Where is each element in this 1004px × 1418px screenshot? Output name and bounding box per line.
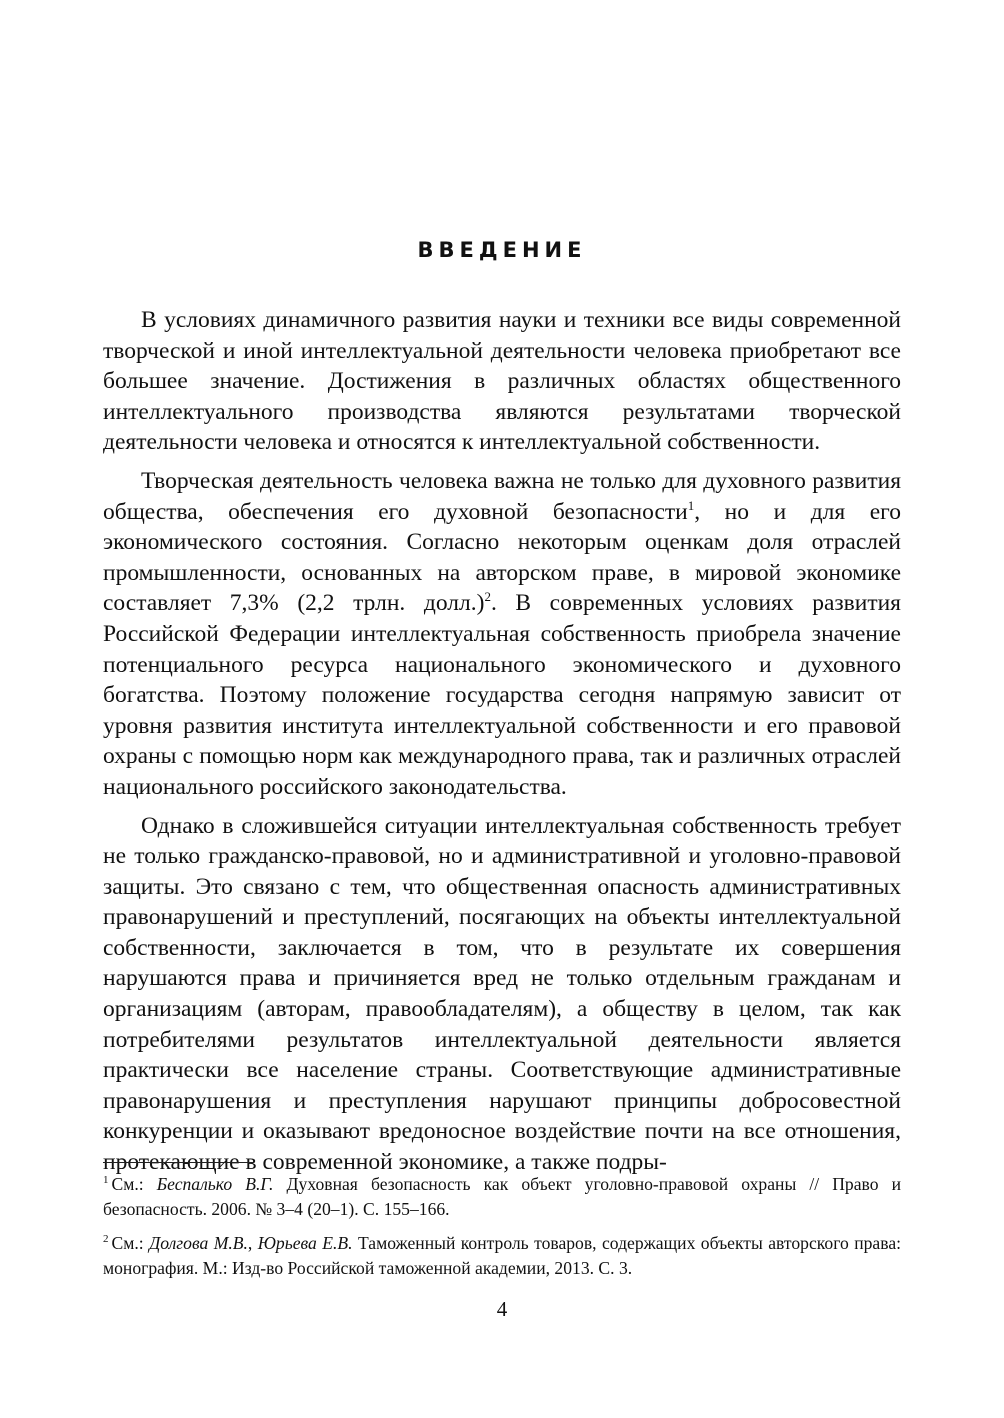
paragraph-2-text-c: . В современных условиях развития Российской Федерации интеллектуальная собственность приобрела значение потенциального ресурса национального экономического и духовного богатства. Поэтому положение государства сегодня напрямую зависит от уровня развития института интеллектуальной собственности и его правовой охраны с помощью норм как международного права, так и различных отраслей национального российского законодательства. [103, 590, 901, 800]
footnote-2 [103, 1231, 901, 1281]
footnote-1-text: Духовная безопасность как объект уголовно-правовой охраны // Право и безопасность. 2006. № 3–4 (20–1). С. 155–166. [103, 1174, 901, 1219]
paragraph-1-text: В условиях динамичного развития науки и техники все виды современной творческой и иной интеллектуальной деятельности человека приобретают все большее значение. Достижения в различных областях общественного интеллектуального производства являются результатами творческой деятельности человека и относятся к интеллектуальной собственности. [103, 307, 901, 456]
footnote-1-number: 1 [103, 1174, 109, 1187]
footnote-2-separator: , [247, 1233, 258, 1253]
footnote-2-author-2: Юрьева Е.В. [257, 1233, 353, 1253]
footnote-1-prefix: См.: [111, 1174, 157, 1194]
footnote-1 [103, 1172, 901, 1222]
footnote-2-number: 2 [103, 1233, 109, 1246]
chapter-title: ВВЕДЕНИЕ [417, 238, 587, 262]
paragraph-3 [103, 811, 901, 1178]
main-text [103, 305, 901, 1186]
footnote-ref-2[interactable]: 2 [484, 589, 491, 605]
footnote-divider [103, 1162, 254, 1163]
page-number: 4 [496, 1297, 508, 1321]
paragraph-2 [103, 466, 901, 803]
footnote-2-prefix: См.: [111, 1233, 150, 1253]
footnote-ref-1[interactable]: 1 [687, 497, 695, 513]
paragraph-2-text-a: Творческая деятельность человека важна не только для духовного развития общества, обеспечения его духовной безопасности [103, 467, 901, 525]
paragraph-1 [103, 305, 901, 458]
footnote-1-author: Беспалько В.Г. [156, 1174, 274, 1194]
footnote-2-author-1: Долгова М.В. [149, 1233, 248, 1253]
paragraph-2-text-b: , но и для его экономического состояния. Согласно некоторым оценкам доля отраслей промышленности, основанных на авторском праве, в мировой экономике составляет 7,3% (2,2 трлн. долл.) [103, 498, 901, 617]
footnote-2-text: Таможенный контроль товаров, содержащих объекты авторского права: монография. М.: Изд-во Российской таможенной академии, 2013. С. 3. [103, 1233, 902, 1278]
footnotes [103, 1172, 901, 1290]
paragraph-3-text: Однако в сложившейся ситуации интеллектуальная собственность требует не только гражданско-правовой, но и административной и уголовно-правовой защиты. Это связано с тем, что общественная опасность административных правонарушений и преступлений, посягающих на объекты интеллектуальной собственности, заключается в том, что в результате их совершения нарушаются права и причиняется вред не только отдельным гражданам и организациям (авторам, правообладателям), а обществу в целом, так как потребителями результатов интеллектуальной деятельности является практически все население страны. Соответствующие административные правонарушения и преступления нарушают принципы добросовестной конкуренции и оказывают вредоносное воздействие почти на все отношения, протекающие в современной экономике, а также подры- [103, 812, 901, 1176]
